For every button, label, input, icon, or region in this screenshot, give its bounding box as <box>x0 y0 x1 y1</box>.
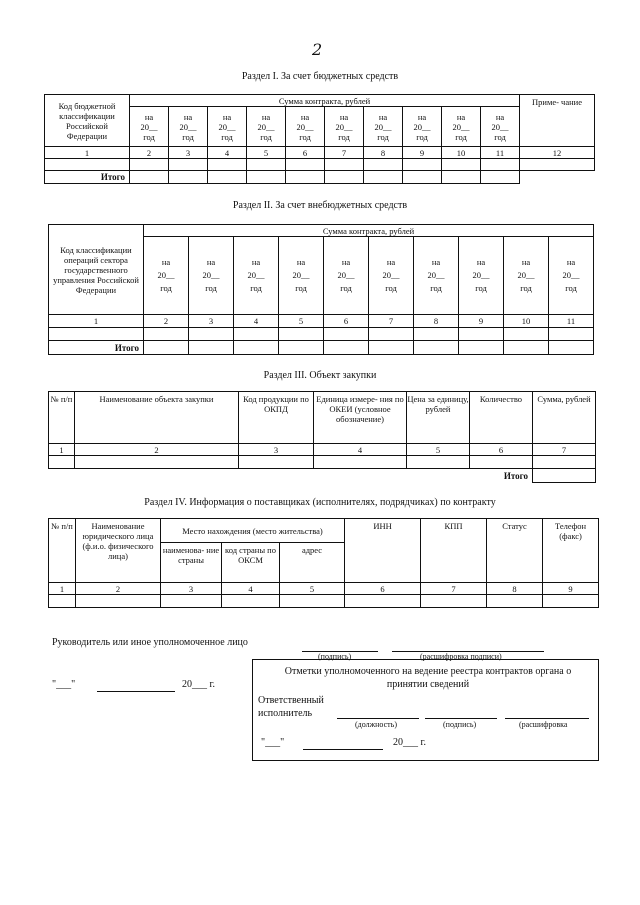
s3-h-num: № п/п <box>49 392 75 444</box>
s2-year-cell <box>144 237 189 315</box>
s2-year-text: на <box>386 257 396 267</box>
s4-h-code: код страны по ОКСМ <box>222 543 280 583</box>
s2-year-text: год <box>430 283 442 293</box>
s1-year-text: на <box>300 111 310 122</box>
s1-year-text: 20__ <box>413 121 431 132</box>
s1-year-text: на <box>183 111 193 122</box>
s1-total-cell <box>169 171 208 184</box>
s1-col-number: 11 <box>481 147 520 159</box>
s4-data-cell[interactable] <box>222 595 280 608</box>
s2-year-text: 20__ <box>247 270 265 280</box>
s1-year-text: 20__ <box>374 121 392 132</box>
s2-year-text: на <box>521 257 531 267</box>
s4-h-status: Статус <box>487 519 543 583</box>
s1-total-cell <box>442 171 481 184</box>
s2-year-cell <box>324 237 369 315</box>
stamp-position-caption: (должность) <box>355 720 397 729</box>
s2-year-text: год <box>520 283 532 293</box>
s2-data-cell[interactable] <box>279 328 324 341</box>
s3-total-cell <box>533 469 596 483</box>
s4-col-number: 4 <box>222 583 280 595</box>
s2-data-cell[interactable] <box>324 328 369 341</box>
s1-year-text: 20__ <box>452 121 470 132</box>
section-3-title: Раздел III. Объект закупки <box>263 370 377 381</box>
s2-year-text: год <box>295 283 307 293</box>
page-number: 2 <box>312 40 323 59</box>
s2-year-cell <box>459 237 504 315</box>
s2-total-cell <box>369 341 414 355</box>
s2-col-number: 2 <box>144 315 189 328</box>
s1-year-cell <box>403 107 442 147</box>
s4-h-inn: ИНН <box>345 519 421 583</box>
s1-year-cell <box>208 107 247 147</box>
section-1-table <box>44 94 595 184</box>
s1-year-text: на <box>456 111 466 122</box>
s2-total-cell <box>234 341 279 355</box>
s2-year-cell <box>234 237 279 315</box>
s2-year-text: на <box>341 257 351 267</box>
s1-col-number: 2 <box>130 147 169 159</box>
s2-year-cell <box>504 237 549 315</box>
s3-total-label: Итого <box>503 470 528 481</box>
s2-total-cell <box>549 341 594 355</box>
s4-data-cell[interactable] <box>280 595 345 608</box>
s1-year-cell <box>286 107 325 147</box>
s1-year-text: год <box>299 131 311 142</box>
s4-data-cell[interactable] <box>76 595 161 608</box>
s3-h-sum: Сумма, рублей <box>533 392 596 444</box>
s2-year-text: 20__ <box>157 270 175 280</box>
s1-total-cell <box>286 171 325 184</box>
s1-total-label: Итого <box>45 171 130 184</box>
s2-data-cell[interactable] <box>144 328 189 341</box>
s2-total-cell <box>324 341 369 355</box>
s1-total-cell <box>481 171 520 184</box>
s1-col-number: 7 <box>325 147 364 159</box>
s2-year-cell <box>279 237 324 315</box>
s1-year-text: год <box>143 131 155 142</box>
s2-data-cell[interactable] <box>549 328 594 341</box>
s1-total-cell <box>364 171 403 184</box>
s2-data-cell[interactable] <box>504 328 549 341</box>
s1-year-text: на <box>261 111 271 122</box>
section-1-title: Раздел I. За счет бюджетных средств <box>241 71 399 82</box>
s2-col-number: 4 <box>234 315 279 328</box>
s2-year-text: год <box>565 283 577 293</box>
s1-data-cell[interactable] <box>403 159 442 171</box>
s1-year-text: 20__ <box>140 121 158 132</box>
s1-year-text: 20__ <box>257 121 275 132</box>
s3-data-cell[interactable] <box>75 456 239 469</box>
s1-col-number: 8 <box>364 147 403 159</box>
s2-year-cell <box>189 237 234 315</box>
s4-col-number: 3 <box>161 583 222 595</box>
s2-year-text: на <box>251 257 261 267</box>
s1-year-cell <box>481 107 520 147</box>
s3-total-blank <box>49 469 470 483</box>
s2-year-text: год <box>250 283 262 293</box>
stamp-resp-2: исполнитель <box>258 708 313 719</box>
s1-col-number: 12 <box>520 147 595 159</box>
s3-h-qty: Количество <box>470 392 533 444</box>
s1-year-cell <box>325 107 364 147</box>
stamp-date-month-line <box>303 749 383 750</box>
s2-year-text: на <box>566 257 576 267</box>
s2-total-cell <box>144 341 189 355</box>
s4-h-name: Наименование юридического лица (ф.и.о. физического лица) <box>76 519 161 583</box>
s1-col-number: 3 <box>169 147 208 159</box>
s1-year-text: на <box>339 111 349 122</box>
s3-col-number: 1 <box>49 444 75 456</box>
s1-year-text: на <box>417 111 427 122</box>
date-month-line <box>97 691 175 692</box>
s4-h-place: Место нахождения (место жительства) <box>161 519 345 543</box>
stamp-sign-caption: (подпись) <box>443 720 477 729</box>
s2-col-number: 9 <box>459 315 504 328</box>
s2-col-number: 10 <box>504 315 549 328</box>
section-2-title: Раздел II. За счет внебюджетных средств <box>232 200 408 211</box>
s3-data-cell[interactable] <box>407 456 470 469</box>
s3-col-number: 3 <box>239 444 314 456</box>
s2-year-text: год <box>340 283 352 293</box>
s1-data-cell[interactable] <box>481 159 520 171</box>
s1-year-text: год <box>416 131 428 142</box>
s2-data-cell[interactable] <box>369 328 414 341</box>
s1-total-cell <box>325 171 364 184</box>
s4-h-addr: адрес <box>280 543 345 583</box>
stamp-decode-line <box>505 718 589 719</box>
s4-h-phone: Телефон (факс) <box>543 519 599 583</box>
s1-sum-header: Сумма контракта, рублей <box>130 95 520 107</box>
s1-code-header: Код бюджетной классификации Российской Федерации <box>45 95 130 147</box>
s4-col-number: 1 <box>49 583 76 595</box>
s1-year-text: на <box>378 111 388 122</box>
s2-data-cell[interactable] <box>49 328 144 341</box>
stamp-sign-line <box>425 718 497 719</box>
s1-year-cell <box>169 107 208 147</box>
s3-data-cell[interactable] <box>533 456 596 469</box>
s1-year-text: на <box>222 111 232 122</box>
s1-data-cell[interactable] <box>286 159 325 171</box>
stamp-date-day: "___" <box>261 737 285 748</box>
s1-year-text: 20__ <box>491 121 509 132</box>
s1-data-cell[interactable] <box>442 159 481 171</box>
s1-data-cell[interactable] <box>45 159 130 171</box>
s2-total-label: Итого <box>49 341 144 355</box>
s4-data-cell[interactable] <box>487 595 543 608</box>
section-4-title: Раздел IV. Информация о поставщиках (исполнителях, подрядчиках) по контракту <box>144 497 496 508</box>
section-3-table <box>48 391 596 483</box>
s2-year-text: на <box>296 257 306 267</box>
s1-year-text: год <box>260 131 272 142</box>
s1-total-cell <box>208 171 247 184</box>
s1-year-text: 20__ <box>335 121 353 132</box>
s1-year-cell <box>364 107 403 147</box>
s3-h-price: Цена за единицу, рублей <box>407 392 470 444</box>
s4-h-num: № п/п <box>49 519 76 583</box>
s2-year-text: 20__ <box>517 270 535 280</box>
s2-total-cell <box>459 341 504 355</box>
s2-total-cell <box>414 341 459 355</box>
s3-data-cell[interactable] <box>49 456 75 469</box>
s4-data-cell[interactable] <box>161 595 222 608</box>
section-4-table <box>48 518 599 608</box>
stamp-resp-1: Ответственный <box>258 695 324 706</box>
s1-data-cell[interactable] <box>247 159 286 171</box>
s1-note-header: Приме- чание <box>520 95 595 147</box>
s2-data-cell[interactable] <box>189 328 234 341</box>
s1-data-cell[interactable] <box>208 159 247 171</box>
s2-year-text: 20__ <box>337 270 355 280</box>
s2-total-cell <box>504 341 549 355</box>
s3-col-number: 5 <box>407 444 470 456</box>
s1-total-cell <box>130 171 169 184</box>
s2-col-number: 7 <box>369 315 414 328</box>
s2-year-text: год <box>160 283 172 293</box>
s2-year-text: 20__ <box>427 270 445 280</box>
s2-code-header: Код классификации операций сектора государственного управления Российской Федерации <box>49 225 144 315</box>
s2-data-cell[interactable] <box>414 328 459 341</box>
s1-year-cell <box>442 107 481 147</box>
s4-col-number: 6 <box>345 583 421 595</box>
s1-year-text: год <box>494 131 506 142</box>
s1-year-cell <box>130 107 169 147</box>
s3-col-number: 6 <box>470 444 533 456</box>
s1-year-cell <box>247 107 286 147</box>
date-year: 20___ г. <box>182 679 215 690</box>
s2-total-cell <box>279 341 324 355</box>
s3-col-number: 2 <box>75 444 239 456</box>
s2-data-cell[interactable] <box>234 328 279 341</box>
s2-year-text: на <box>206 257 216 267</box>
s4-data-cell[interactable] <box>421 595 487 608</box>
s4-data-cell[interactable] <box>49 595 76 608</box>
s1-total-blank <box>520 171 595 184</box>
s2-col-number: 11 <box>549 315 594 328</box>
s2-col-number: 6 <box>324 315 369 328</box>
s1-col-number: 9 <box>403 147 442 159</box>
s3-h-okei: Единица измере- ния по ОКЕИ (условное обозначение) <box>314 392 407 444</box>
s1-col-number: 10 <box>442 147 481 159</box>
s2-year-text: на <box>431 257 441 267</box>
section-2-table <box>48 224 594 355</box>
s2-year-text: 20__ <box>292 270 310 280</box>
s1-data-cell[interactable] <box>325 159 364 171</box>
s1-year-text: год <box>182 131 194 142</box>
s4-h-kpp: КПП <box>421 519 487 583</box>
s1-year-text: год <box>338 131 350 142</box>
s3-data-cell[interactable] <box>314 456 407 469</box>
stamp-decode-caption: (расшифровка <box>519 720 568 729</box>
s3-h-okpd: Код продукции по ОКПД <box>239 392 314 444</box>
s3-h-name: Наименование объекта закупки <box>75 392 239 444</box>
registry-stamp-box <box>252 659 599 761</box>
s1-year-text: год <box>221 131 233 142</box>
s2-year-text: год <box>475 283 487 293</box>
stamp-title: Отметки уполномоченного на ведение реестра контрактов органа о принятии сведений <box>284 666 572 690</box>
s3-col-number: 4 <box>314 444 407 456</box>
s4-h-country: наименова- ние страны <box>161 543 222 583</box>
s1-data-cell[interactable] <box>520 159 595 171</box>
s4-col-number: 7 <box>421 583 487 595</box>
s2-data-cell[interactable] <box>459 328 504 341</box>
s4-data-cell[interactable] <box>345 595 421 608</box>
stamp-date-year: 20___ г. <box>393 737 426 748</box>
s2-year-text: 20__ <box>562 270 580 280</box>
s1-data-cell[interactable] <box>364 159 403 171</box>
s1-total-cell <box>403 171 442 184</box>
s2-year-text: год <box>205 283 217 293</box>
s2-sum-header: Сумма контракта, рублей <box>144 225 594 237</box>
signature-sign-caption: (подпись) <box>318 652 352 661</box>
s1-col-number: 6 <box>286 147 325 159</box>
s3-col-number: 7 <box>533 444 596 456</box>
date-day: "___" <box>52 679 76 690</box>
s2-year-cell <box>414 237 459 315</box>
s2-year-text: 20__ <box>202 270 220 280</box>
signature-head-label: Руководитель или иное уполномоченное лицо <box>52 637 248 648</box>
s2-year-cell <box>369 237 414 315</box>
s1-data-cell[interactable] <box>169 159 208 171</box>
s1-year-text: на <box>495 111 505 122</box>
s4-col-number: 9 <box>543 583 599 595</box>
s2-col-number: 3 <box>189 315 234 328</box>
s4-col-number: 5 <box>280 583 345 595</box>
s3-data-cell[interactable] <box>470 456 533 469</box>
s1-year-text: год <box>455 131 467 142</box>
s1-year-text: 20__ <box>218 121 236 132</box>
s3-data-cell[interactable] <box>239 456 314 469</box>
s4-data-cell[interactable] <box>543 595 599 608</box>
s2-col-number: 1 <box>49 315 144 328</box>
s2-year-text: на <box>476 257 486 267</box>
s4-col-number: 8 <box>487 583 543 595</box>
s1-total-cell <box>247 171 286 184</box>
s1-year-text: год <box>377 131 389 142</box>
s2-year-text: на <box>161 257 171 267</box>
s2-col-number: 8 <box>414 315 459 328</box>
s2-col-number: 5 <box>279 315 324 328</box>
s1-year-text: 20__ <box>296 121 314 132</box>
s1-col-number: 5 <box>247 147 286 159</box>
s1-data-cell[interactable] <box>130 159 169 171</box>
s2-year-cell <box>549 237 594 315</box>
s2-year-text: 20__ <box>472 270 490 280</box>
stamp-position-line <box>337 718 419 719</box>
s1-year-text: на <box>144 111 154 122</box>
s2-year-text: год <box>385 283 397 293</box>
s1-col-number: 1 <box>45 147 130 159</box>
s2-total-cell <box>189 341 234 355</box>
signature-decode-caption: (расшифровка подписи) <box>420 652 502 661</box>
s1-col-number: 4 <box>208 147 247 159</box>
s1-year-text: 20__ <box>179 121 197 132</box>
s4-col-number: 2 <box>76 583 161 595</box>
s2-year-text: 20__ <box>382 270 400 280</box>
